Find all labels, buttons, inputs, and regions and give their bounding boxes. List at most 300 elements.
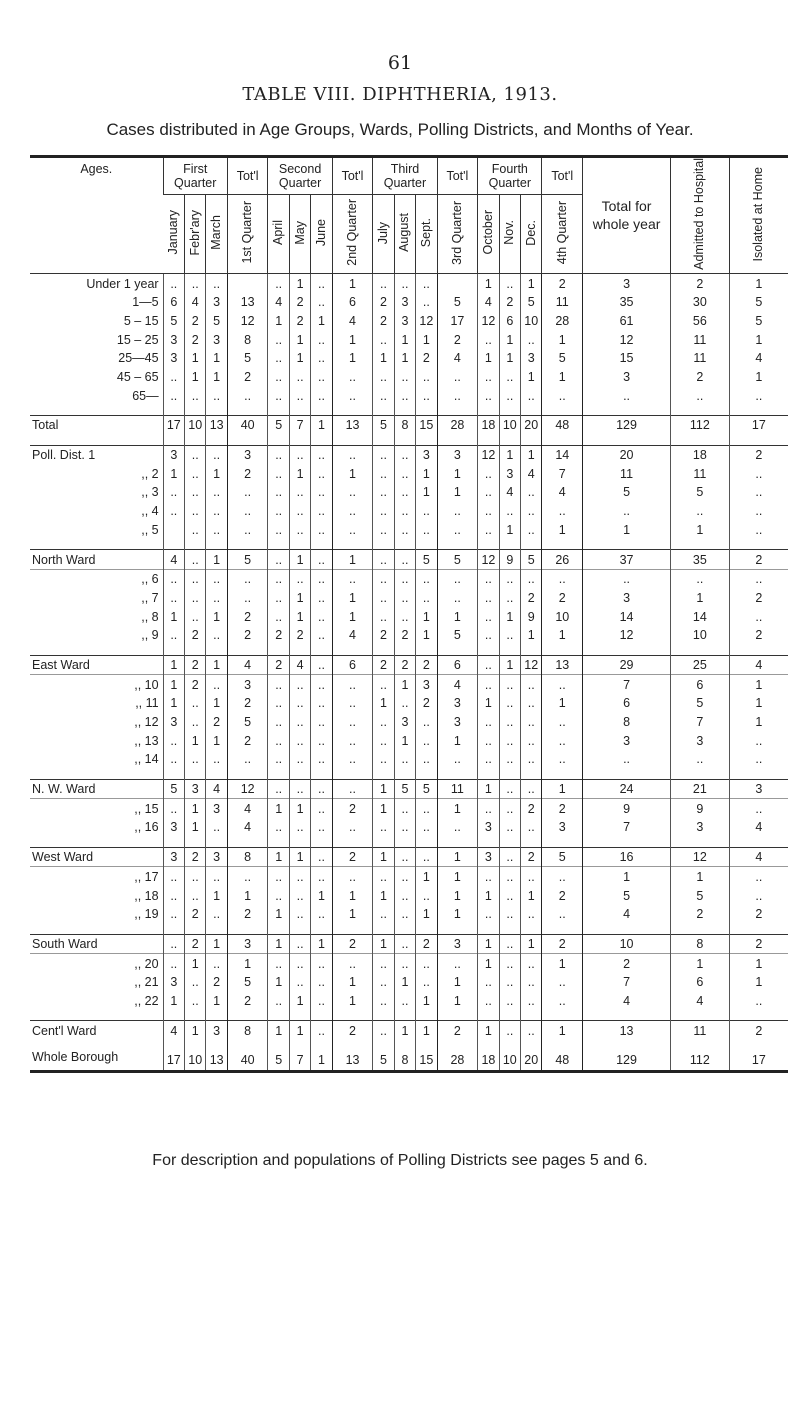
table-cell: 1 — [289, 589, 310, 608]
table-cell: 7 — [289, 416, 310, 435]
table-cell: .. — [416, 973, 437, 992]
table-cell: 1 — [416, 905, 437, 924]
row-label: ,, 16 — [134, 820, 159, 835]
table-cell: 1 — [671, 867, 730, 886]
spacer-row — [30, 837, 788, 848]
table-cell: .. — [289, 386, 310, 405]
table-cell: 5 — [671, 483, 730, 502]
table-cell: 2 — [185, 626, 206, 645]
table-cell: 11 — [671, 330, 730, 349]
table-cell: .. — [499, 886, 520, 905]
table-row — [30, 626, 788, 645]
table-cell: .. — [521, 694, 542, 713]
table-cell: 1 — [206, 368, 227, 387]
table-cell: .. — [185, 694, 206, 713]
table-cell: 1 — [542, 779, 583, 799]
table-subtitle: Cases distributed in Age Groups, Wards, Polling Districts, and Months of Year. — [106, 120, 694, 139]
month-header-label: Dec. — [523, 219, 538, 246]
table-cell: .. — [521, 973, 542, 992]
table-cell: .. — [185, 973, 206, 992]
table-cell: .. — [416, 799, 437, 818]
table-cell: .. — [206, 569, 227, 588]
table-cell: 3 — [163, 445, 184, 464]
table-cell: 2 — [394, 655, 415, 675]
table-cell: .. — [729, 867, 788, 886]
table-cell — [163, 520, 184, 539]
table-cell: 1 — [729, 675, 788, 694]
table-cell: .. — [416, 750, 437, 769]
table-cell: .. — [289, 445, 310, 464]
table-row — [30, 502, 788, 521]
table-cell: 1 — [206, 992, 227, 1011]
table-cell: 3 — [437, 445, 478, 464]
table-cell: .. — [227, 750, 268, 769]
table-cell: 5 — [268, 1050, 289, 1072]
table-cell: 5 — [583, 483, 671, 502]
table-cell — [437, 274, 478, 293]
table-cell: .. — [311, 954, 332, 973]
month-header-15 — [542, 195, 583, 274]
month-header-2 — [206, 195, 227, 274]
table-cell: .. — [227, 520, 268, 539]
table-cell: .. — [416, 502, 437, 521]
table-row — [30, 779, 788, 799]
table-cell: .. — [671, 750, 730, 769]
table-cell: 1 — [289, 607, 310, 626]
table-cell: .. — [499, 502, 520, 521]
table-cell: .. — [185, 867, 206, 886]
table-cell: 2 — [521, 589, 542, 608]
table-cell: 4 — [227, 655, 268, 675]
table-cell: .. — [478, 368, 499, 387]
table-cell: 2 — [206, 713, 227, 732]
table-cell: .. — [478, 750, 499, 769]
month-header-8 — [373, 195, 394, 274]
table-cell: .. — [729, 731, 788, 750]
table-cell: .. — [332, 731, 373, 750]
table-cell: 2 — [227, 694, 268, 713]
table-cell: 2 — [729, 905, 788, 924]
table-row — [30, 330, 788, 349]
table-cell: 1 — [478, 694, 499, 713]
table-cell: 1 — [268, 799, 289, 818]
table-cell: 11 — [437, 779, 478, 799]
table-cell: .. — [394, 550, 415, 570]
table-cell: .. — [185, 886, 206, 905]
table-cell: 1 — [268, 973, 289, 992]
table-cell: 1 — [521, 886, 542, 905]
table-cell: .. — [478, 569, 499, 588]
table-cell: 1 — [729, 713, 788, 732]
table-cell: .. — [478, 502, 499, 521]
table-cell: 1 — [437, 973, 478, 992]
table-cell: .. — [373, 750, 394, 769]
table-cell: 12 — [416, 312, 437, 331]
table-cell: 1 — [416, 607, 437, 626]
table-cell: 6 — [583, 694, 671, 713]
table-row — [30, 905, 788, 924]
table-cell: 1 — [542, 626, 583, 645]
table-cell: .. — [521, 330, 542, 349]
table-cell: .. — [729, 607, 788, 626]
table-cell: .. — [499, 818, 520, 837]
month-header-11 — [437, 195, 478, 274]
table-row — [30, 293, 788, 312]
row-label: ,, 18 — [134, 888, 159, 903]
table-cell: .. — [163, 589, 184, 608]
table-cell: .. — [394, 799, 415, 818]
table-cell: .. — [394, 954, 415, 973]
table-cell: .. — [268, 368, 289, 387]
table-cell: 1 — [729, 694, 788, 713]
table-cell: 12 — [227, 779, 268, 799]
table-cell: .. — [499, 973, 520, 992]
table-cell: 3 — [163, 349, 184, 368]
table-cell: 1 — [671, 954, 730, 973]
table-cell: 2 — [268, 655, 289, 675]
table-cell: 4 — [227, 799, 268, 818]
table-cell: 3 — [583, 368, 671, 387]
table-cell: .. — [521, 779, 542, 799]
table-cell: .. — [478, 655, 499, 675]
table-cell: 1 — [416, 626, 437, 645]
table-cell: 1 — [289, 330, 310, 349]
table-cell: .. — [373, 818, 394, 837]
table-cell: 12 — [478, 550, 499, 570]
table-cell: .. — [268, 445, 289, 464]
month-header-label: April — [271, 220, 286, 246]
table-cell: 48 — [542, 1050, 583, 1072]
table-cell: 10 — [499, 416, 520, 435]
table-cell: 1 — [332, 905, 373, 924]
table-cell: 4 — [729, 847, 788, 867]
table-cell: 3 — [227, 934, 268, 954]
table-cell: 112 — [671, 1050, 730, 1072]
table-cell: .. — [416, 589, 437, 608]
table-cell: .. — [729, 886, 788, 905]
table-row — [30, 483, 788, 502]
table-row — [30, 607, 788, 626]
q4-tot-header: Tot'l — [542, 157, 583, 195]
table-cell: .. — [437, 569, 478, 588]
table-cell: .. — [542, 973, 583, 992]
table-cell: .. — [373, 569, 394, 588]
table-cell: 10 — [542, 607, 583, 626]
table-cell: 2 — [227, 905, 268, 924]
row-label: Total — [30, 416, 163, 435]
table-cell: 5 — [163, 312, 184, 331]
month-header-4 — [268, 195, 289, 274]
table-cell: .. — [206, 445, 227, 464]
table-row — [30, 655, 788, 675]
table-cell: .. — [311, 349, 332, 368]
table-cell: .. — [416, 886, 437, 905]
table-cell: .. — [206, 274, 227, 293]
row-label: ,, 8 — [141, 609, 159, 624]
table-cell: .. — [542, 750, 583, 769]
table-cell: .. — [416, 954, 437, 973]
table-cell: .. — [499, 274, 520, 293]
table-cell: 1 — [478, 954, 499, 973]
table-row — [30, 274, 788, 293]
month-header-10 — [416, 195, 437, 274]
table-cell: 5 — [437, 293, 478, 312]
table-row — [30, 464, 788, 483]
table-row — [30, 731, 788, 750]
table-cell: .. — [268, 386, 289, 405]
table-cell: .. — [373, 954, 394, 973]
table-cell: .. — [729, 799, 788, 818]
table-cell: 3 — [521, 349, 542, 368]
table-cell: 1 — [289, 847, 310, 867]
table-cell: .. — [373, 550, 394, 570]
table-cell: .. — [478, 713, 499, 732]
table-cell: 1 — [268, 1021, 289, 1040]
table-cell: 1 — [416, 330, 437, 349]
table-cell: .. — [332, 750, 373, 769]
table-cell: 1 — [185, 818, 206, 837]
table-cell: .. — [268, 694, 289, 713]
table-cell: 35 — [671, 550, 730, 570]
table-cell: 3 — [163, 330, 184, 349]
table-cell: .. — [373, 502, 394, 521]
table-cell: 8 — [227, 1021, 268, 1040]
table-cell: 1 — [185, 349, 206, 368]
table-cell: 3 — [671, 731, 730, 750]
table-cell: 1 — [394, 973, 415, 992]
table-cell: 2 — [542, 589, 583, 608]
table-cell: 1 — [542, 694, 583, 713]
table-cell: .. — [373, 274, 394, 293]
table-cell: .. — [416, 386, 437, 405]
table-cell: 26 — [542, 550, 583, 570]
table-cell: 7 — [671, 713, 730, 732]
table-cell: .. — [289, 694, 310, 713]
spacer-row — [30, 1010, 788, 1021]
table-cell: 4 — [185, 293, 206, 312]
table-cell: 11 — [671, 464, 730, 483]
table-cell: .. — [311, 731, 332, 750]
admitted-header — [671, 157, 730, 274]
table-cell: .. — [478, 867, 499, 886]
table-cell: 2 — [373, 626, 394, 645]
table-cell: .. — [394, 992, 415, 1011]
table-cell: 4 — [289, 655, 310, 675]
table-cell: 8 — [227, 330, 268, 349]
table-cell: 5 — [583, 886, 671, 905]
table-cell: 1 — [416, 992, 437, 1011]
table-cell: .. — [206, 520, 227, 539]
table-cell: .. — [268, 589, 289, 608]
row-label: Poll. Dist. 1 — [30, 445, 163, 464]
table-cell: .. — [268, 886, 289, 905]
table-cell: 2 — [729, 589, 788, 608]
table-cell: 1 — [437, 847, 478, 867]
table-cell: .. — [671, 502, 730, 521]
table-cell: .. — [583, 502, 671, 521]
table-cell: 15 — [583, 349, 671, 368]
row-label: ,, 5 — [141, 522, 159, 537]
table-cell: .. — [394, 368, 415, 387]
table-cell: 2 — [227, 464, 268, 483]
table-cell: .. — [311, 867, 332, 886]
table-cell: .. — [332, 483, 373, 502]
table-cell: 5 — [521, 550, 542, 570]
table-cell: .. — [583, 569, 671, 588]
table-cell: 3 — [185, 779, 206, 799]
table-cell: .. — [478, 675, 499, 694]
table-cell: .. — [332, 368, 373, 387]
table-cell: .. — [499, 694, 520, 713]
table-cell: .. — [394, 274, 415, 293]
table-cell: .. — [729, 483, 788, 502]
table-cell: 1 — [289, 349, 310, 368]
table-cell: .. — [332, 502, 373, 521]
table-cell: 1 — [206, 934, 227, 954]
table-cell: 1 — [499, 655, 520, 675]
table-cell: 2 — [729, 550, 788, 570]
table-cell: .. — [542, 569, 583, 588]
row-label: West Ward — [30, 847, 163, 867]
table-cell: .. — [268, 502, 289, 521]
table-cell: .. — [373, 992, 394, 1011]
table-cell: 2 — [416, 694, 437, 713]
table-cell: .. — [499, 934, 520, 954]
table-cell: .. — [521, 867, 542, 886]
spacer-row — [30, 539, 788, 550]
table-cell: 30 — [671, 293, 730, 312]
table-cell: 2 — [289, 626, 310, 645]
table-cell: 1 — [373, 886, 394, 905]
table-row — [30, 818, 788, 837]
table-cell: 2 — [416, 934, 437, 954]
table-cell: 2 — [542, 274, 583, 293]
table-cell: 7 — [583, 973, 671, 992]
table-cell: 1 — [206, 464, 227, 483]
table-cell: .. — [163, 799, 184, 818]
month-header-label: January — [165, 210, 180, 255]
table-cell: 5 — [416, 779, 437, 799]
month-header-14 — [521, 195, 542, 274]
table-cell: .. — [289, 934, 310, 954]
row-label: Under 1 year — [86, 276, 159, 291]
table-cell: .. — [332, 569, 373, 588]
table-cell: 1 — [163, 694, 184, 713]
table-cell: 2 — [373, 293, 394, 312]
table-cell: 7 — [583, 818, 671, 837]
table-cell: .. — [373, 973, 394, 992]
table-cell: 1 — [206, 694, 227, 713]
table-cell: 3 — [394, 713, 415, 732]
table-cell: 1 — [437, 731, 478, 750]
table-cell: .. — [394, 483, 415, 502]
table-cell: 3 — [206, 847, 227, 867]
table-cell: 2 — [332, 934, 373, 954]
table-cell: 12 — [478, 312, 499, 331]
table-cell: .. — [227, 483, 268, 502]
table-cell: 2 — [185, 330, 206, 349]
table-cell: 1 — [542, 330, 583, 349]
table-cell: .. — [311, 713, 332, 732]
table-body — [30, 274, 788, 1072]
table-cell: .. — [373, 386, 394, 405]
table-cell: 2 — [185, 312, 206, 331]
table-cell: .. — [499, 954, 520, 973]
table-cell: 1 — [416, 483, 437, 502]
table-cell: 11 — [583, 464, 671, 483]
table-cell: .. — [478, 799, 499, 818]
table-row — [30, 445, 788, 464]
table-cell: .. — [478, 626, 499, 645]
table-cell: 1 — [437, 799, 478, 818]
table-cell: 15 — [416, 1050, 437, 1072]
table-cell: .. — [373, 330, 394, 349]
table-cell: 37 — [583, 550, 671, 570]
table-row — [30, 386, 788, 405]
table-cell: 9 — [671, 799, 730, 818]
table-cell: 1 — [289, 1021, 310, 1040]
table-cell: .. — [311, 818, 332, 837]
table-cell: 3 — [227, 675, 268, 694]
table-cell: 5 — [729, 293, 788, 312]
table-cell: 4 — [671, 992, 730, 1011]
table-cell: 7 — [289, 1050, 310, 1072]
isolated-header-label: Isolated at Home — [751, 166, 766, 262]
table-cell: .. — [542, 731, 583, 750]
table-cell: 1 — [227, 886, 268, 905]
table-cell: .. — [163, 731, 184, 750]
table-cell: .. — [163, 867, 184, 886]
table-cell: 40 — [227, 416, 268, 435]
table-cell: 2 — [332, 799, 373, 818]
table-cell: 5 — [671, 694, 730, 713]
table-cell: 1 — [437, 483, 478, 502]
row-label: ,, 12 — [134, 715, 159, 730]
table-cell: 112 — [671, 416, 730, 435]
table-cell: .. — [478, 607, 499, 626]
row-label: 15 – 25 — [116, 332, 159, 347]
table-cell: .. — [268, 779, 289, 799]
table-cell: 20 — [583, 445, 671, 464]
table-cell: 3 — [206, 1021, 227, 1040]
table-cell: .. — [416, 293, 437, 312]
month-header-3 — [227, 195, 268, 274]
table-cell: .. — [289, 973, 310, 992]
table-cell: 4 — [542, 483, 583, 502]
table-cell: .. — [311, 569, 332, 588]
table-cell: 7 — [542, 464, 583, 483]
month-header-label: 3rd Quarter — [449, 200, 464, 265]
table-cell: 1 — [289, 550, 310, 570]
table-cell: .. — [289, 750, 310, 769]
table-row — [30, 973, 788, 992]
month-header-label: 2nd Quarter — [344, 199, 359, 266]
table-cell: .. — [729, 569, 788, 588]
table-row — [30, 713, 788, 732]
table-cell: 1 — [206, 886, 227, 905]
table-cell: 1 — [437, 607, 478, 626]
table-cell: 1 — [332, 464, 373, 483]
table-cell — [227, 274, 268, 293]
table-cell: 28 — [542, 312, 583, 331]
table-cell: 1 — [583, 867, 671, 886]
table-cell: 1 — [394, 675, 415, 694]
table-cell: 8 — [394, 1050, 415, 1072]
table-cell: 1 — [332, 973, 373, 992]
table-cell: 17 — [163, 1050, 184, 1072]
table-cell: 4 — [729, 349, 788, 368]
table-cell: 2 — [437, 1021, 478, 1040]
